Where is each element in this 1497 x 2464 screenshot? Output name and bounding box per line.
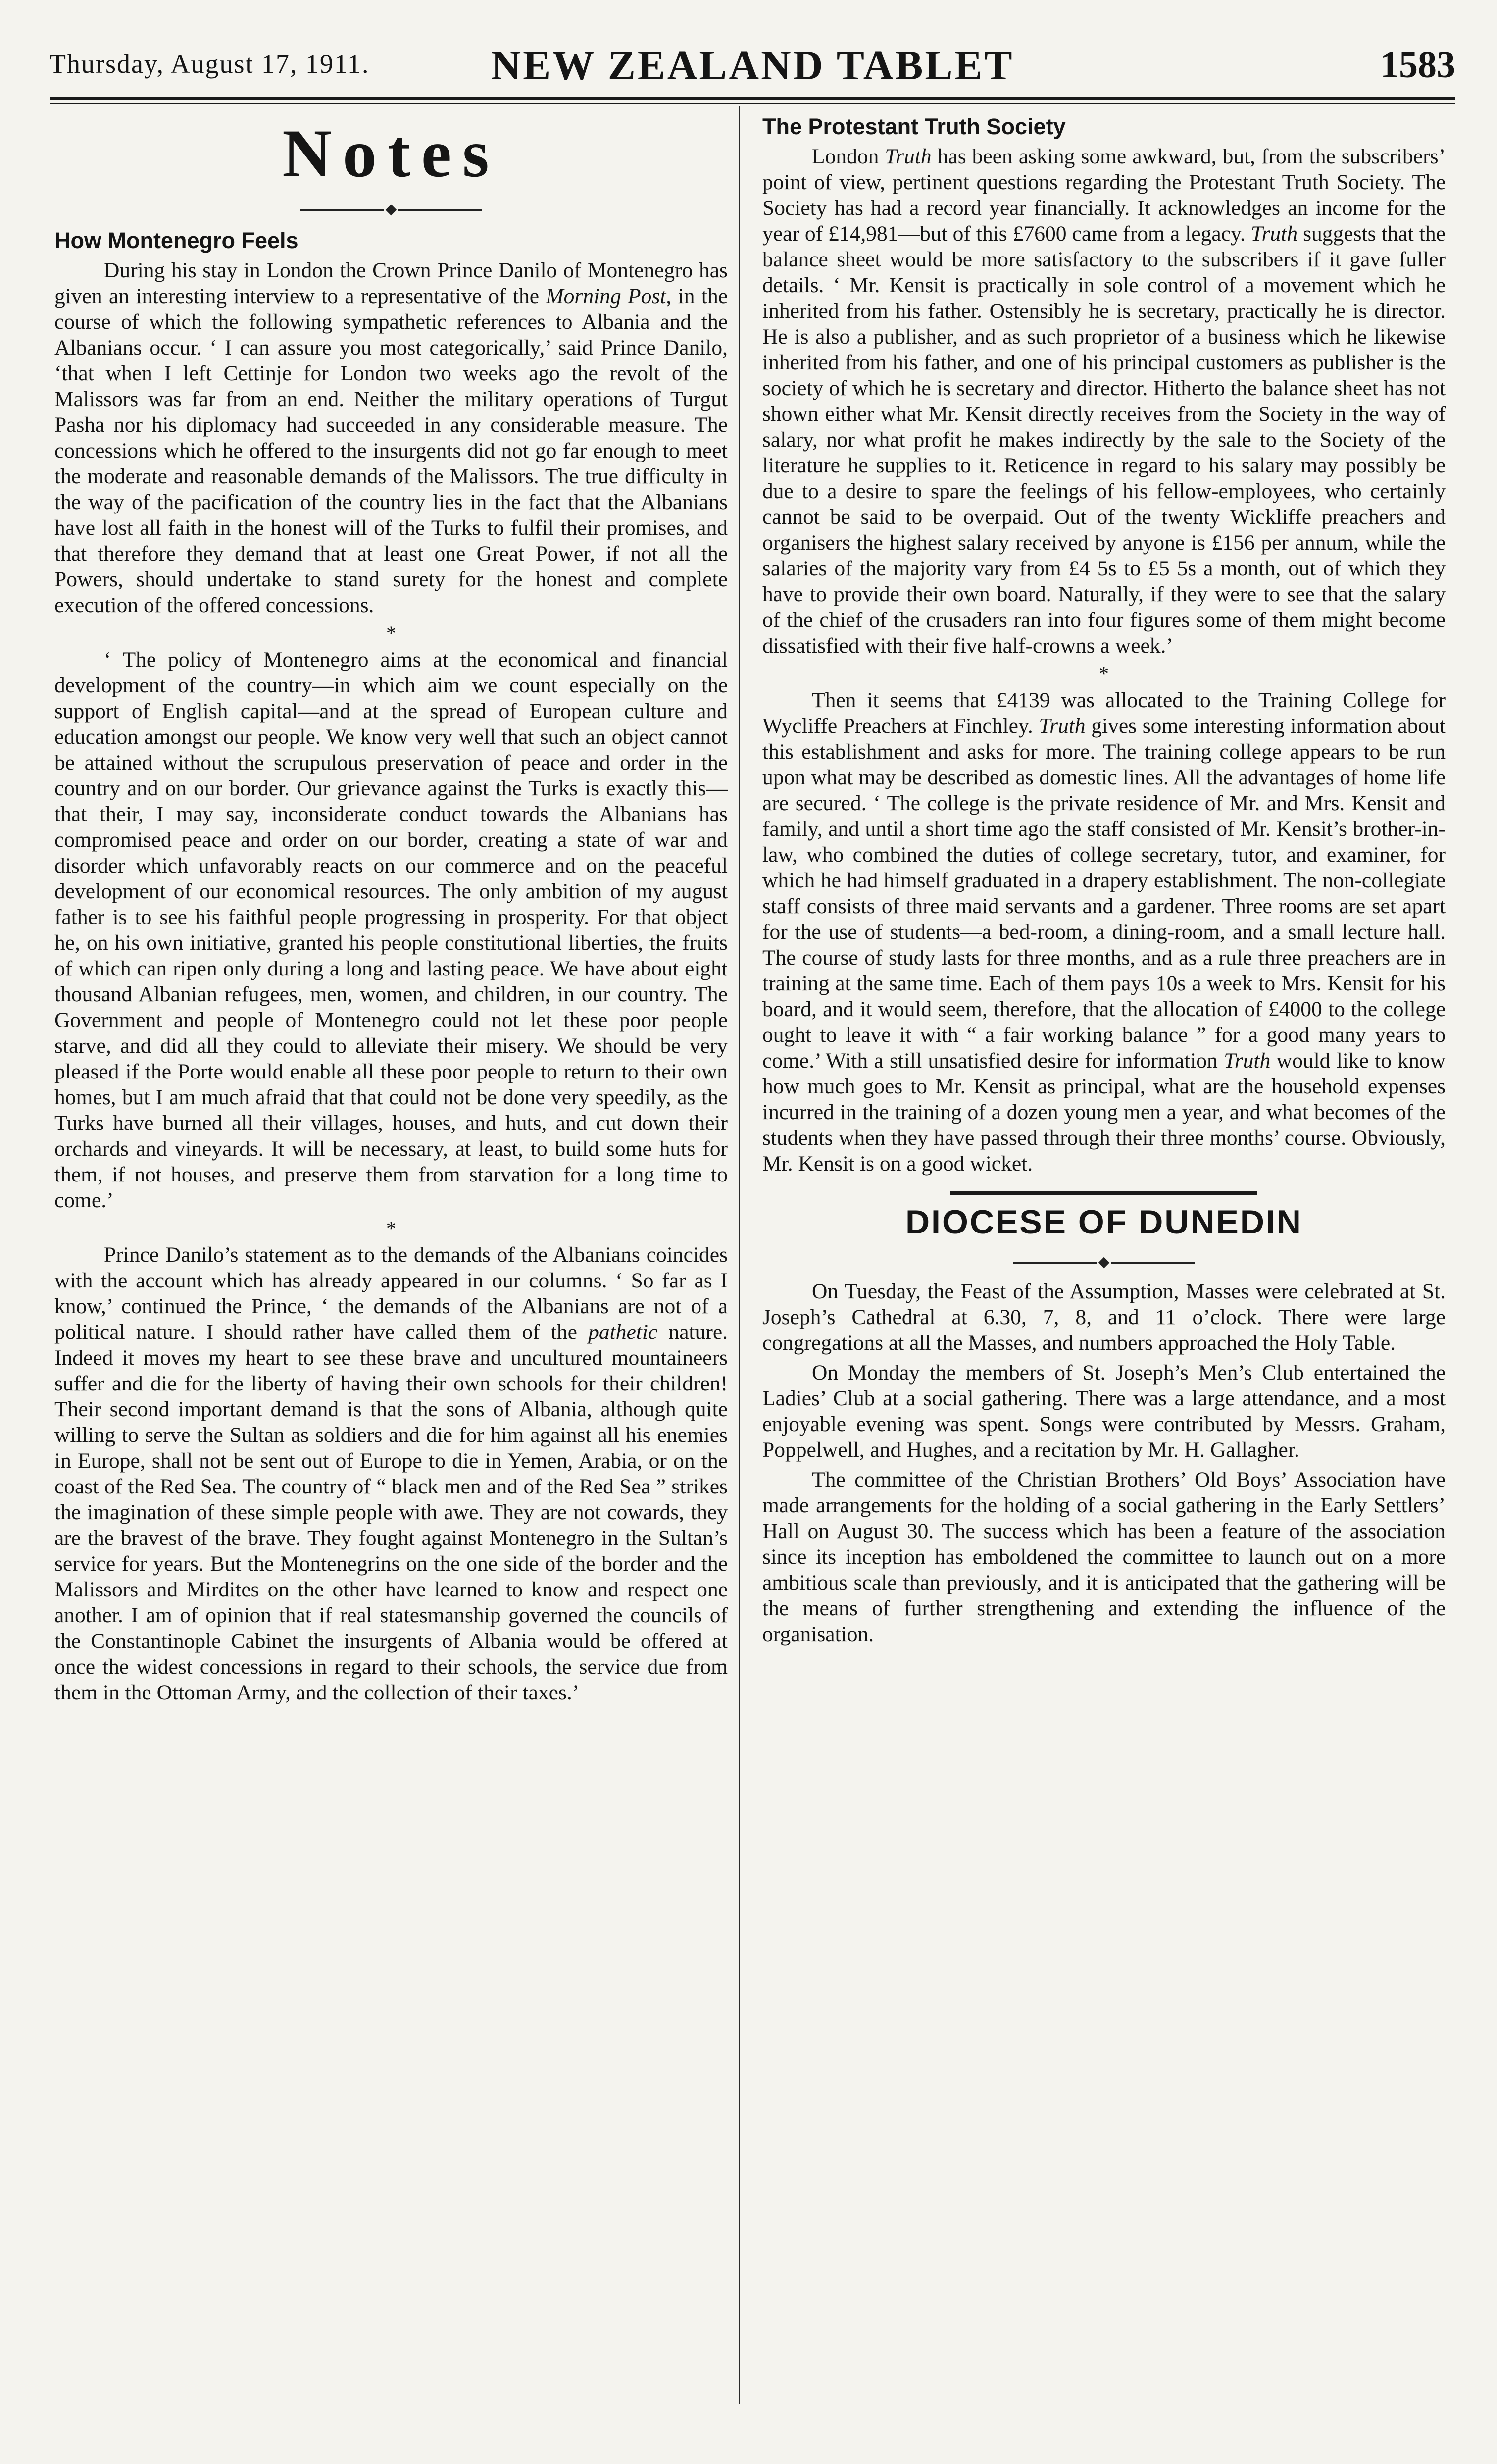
left-column xyxy=(54,109,728,1709)
article-paragraph: On Tuesday, the Feast of the Assumption, Masses were celebrated at St. Joseph’s Cathedral at 6.30, 7, 8, and 11 o’clock. There were large congregations at all the Masses, and numbers approached the Holy Table. xyxy=(762,1280,1446,1355)
issue-date: Thursday, August 17, 1911. xyxy=(50,49,370,79)
publication-title: NEW ZEALAND TABLET xyxy=(491,43,1014,89)
diocese-rule xyxy=(950,1191,1257,1195)
ornament-divider xyxy=(54,193,728,223)
article-paragraph: London Truth has been asking some awkward, but, from the subscribers’ point of view, pertinent questions regarding the Protestant Truth Society. The Society has had a record year financially. It acknowledges an income for the year of £14,981—but of this £7600 came from a legacy. Truth suggests that the balance sheet would be more satisfactory to the subscribers if it gave fuller details. ‘ Mr. Kensit is practically in sole control of a movement which he inherited from his father. Ostensibly he is secretary, practically he is director. He is also a publisher, and as such proprietor of a business which he likewise inherited from his father, and one of his principal customers as publisher is the society of which he is secretary and director. Hitherto the balance sheet has not shown either what Mr. Kensit directly receives from the Society in the way of salary, nor what profit he makes indirectly by the sale to the Society of the literature he supplies to it. Reticence in regard to his salary may possibly be due to a desire to spare the feelings of his fellow-employees, who certainly cannot be said to be overpaid. Out of the twenty Wickliffe preachers and organisers the highest salary received by anyone is £156 per annum, while the salaries of the majority vary from £4 5s to £5 5s a month, out of which they have to provide their own board. Naturally, if they were to see that the salary of the chief of the crusaders ran into four figures some of them might become dissatisfied with their five half-crowns a week.’ xyxy=(762,145,1446,658)
article-paragraph: During his stay in London the Crown Prince Danilo of Montenegro has given an interesting interview to a representative of the Morning Post, in the course of which the following sympathetic references to Albania and the Albanians occur. ‘ I can assure you most categorically,’ said Prince Danilo, ‘that when I left Cettinje for London two weeks ago the revolt of the Malissors was far from an end. Neither the military operations of Turgut Pasha nor his diplomacy had succeeded in any considerable measure. The concessions which he offered to the insurgents did not go far enough to meet the moderate and reasonable demands of the Malissors. The true difficulty in the way of the pacification of the country lies in the fact that the Albanians have lost all faith in the honest will of the Turks to fulfil their promises, and that therefore they demand that at least one Great Power, if not all the Powers, should undertake to stand surety for the honest and complete execution of the offered concessions. xyxy=(54,258,728,617)
masthead xyxy=(50,43,1455,105)
page-number: 1583 xyxy=(1380,44,1455,86)
article-paragraph: The committee of the Christian Brothers’ Old Boys’ Association have made arrangements for the holding of a social gathering in the Early Settlers’ Hall on August 30. The success which has been a feature of the association since its inception has emboldened the committee to launch out on a more ambitious scale than previously, and it is anticipated that the gathering will be the means of further strengthening and extending the influence of the organisation. xyxy=(762,1468,1446,1646)
article-heading: How Montenegro Feels xyxy=(54,228,299,253)
article-paragraph: ‘ The policy of Montenegro aims at the economical and financial development of the country—in which aim we count especially on the support of English capital—and at the spread of European culture and education amongst our people. We know very well that such an object cannot be attained without the scrupulous preservation of peace and order in the country and on our border. Our grievance against the Turks is exactly this—that their, I may say, inconsiderate conduct towards the Albanians has compromised peace and order on our border, creating a state of war and disorder which unfavorably reacts on our commerce and on the peaceful development of our economical resources. The only ambition of my august father is to see his faithful people progressing in prosperity. For that object he, on his own initiative, granted his people constitutional liberties, the fruits of which can ripen only during a long and lasting peace. We have about eight thousand Albanian refugees, men, women, and children, in our country. The Government and people of Montenegro could not let these poor people starve, and did all they could to alleviate their misery. We should be very pleased if the Porte would enable all these poor people to return to their own homes, but I am much afraid that that could not be done very speedily, as the Turks have burned all their villages, houses, and huts, and cut down their orchards and vineyards. It will be necessary, at least, to build some huts for them, if not houses, and preserve them from starvation for a long time to come.’ xyxy=(54,648,728,1212)
masthead-rule-thin xyxy=(50,103,1455,104)
section-break-star: * xyxy=(386,622,396,644)
section-break-star: * xyxy=(1099,663,1109,685)
diocese-heading: DIOCESE OF DUNEDIN xyxy=(905,1203,1303,1241)
article-paragraph: Prince Danilo’s statement as to the demands of the Albanians coincides with the account which has already appeared in our columns. ‘ So far as I know,’ continued the Prince, ‘ the demands of the Albanians are not of a political nature. I should rather have called them of the pathetic nature. Indeed it moves my heart to see these brave and uncultured mountaineers suffer and die for the liberty of having their own schools for their children! Their second important demand is that the sons of Albania, although quite willing to serve the Sultan as soldiers and die for him against all his enemies in Europe, shall not be sent out of Europe to die in Yemen, Arabia, or on the coast of the Red Sea. The country of “ black men and of the Red Sea ” strikes the imagination of these simple people with awe. They are not cowards, they are the bravest of the brave. They fought against Montenegro in the Sultan’s service for years. But the Montenegrins on the one side of the border and the Malissors and Mirdites on the other have learned to know and respect one another. I am of opinion that if real statesmanship governed the councils of the Constantinople Cabinet the insurgents of Albania would be offered at once the widest concessions in regard to their schools, the service due from them in the Ottoman Army, and the collection of their taxes.’ xyxy=(54,1243,728,1704)
article-paragraph: On Monday the members of St. Joseph’s Men’s Club entertained the Ladies’ Club at a social gathering. There was a large attendance, and a most enjoyable evening was spent. Songs were contributed by Messrs. Graham, Poppelwell, and Hughes, and a recitation by Mr. H. Gallagher. xyxy=(762,1361,1446,1462)
masthead-rule xyxy=(50,97,1455,100)
right-column xyxy=(762,109,1446,1651)
column-divider xyxy=(739,106,740,2404)
article-heading: The Protestant Truth Society xyxy=(762,114,1066,139)
section-title: Notes xyxy=(282,115,500,191)
article-paragraph: Then it seems that £4139 was allocated to the Training College for Wycliffe Preachers at Finchley. Truth gives some interesting information about this establishment and asks for more. The training college appears to be run upon what may be described as domestic lines. All the advantages of home life are secured. ‘ The college is the private residence of Mr. and Mrs. Kensit and family, and until a short time ago the staff consisted of Mr. Kensit’s brother-in-law, who combined the duties of college secretary, tutor, and examiner, for which he had himself graduated in a drapery establishment. The non-collegiate staff consists of three maid servants and a gardener. Three rooms are set apart for the use of students—a bed-room, a dining-room, and a small lecture hall. The course of study lasts for three months, and as a rule three preachers are in training at the same time. Each of them pays 10s a week to Mrs. Kensit for his board, and it would seem, therefore, that the allocation of £4000 to the college ought to leave it with “ a fair working balance ” for a good many years to come.’ With a still unsatisfied desire for information Truth would like to know how much goes to Mr. Kensit as principal, what are the household expenses incurred in the training of a dozen young men a year, and what becomes of the students when they have passed through their three months’ course. Obviously, Mr. Kensit is on a good wicket. xyxy=(762,688,1446,1176)
ornament-divider xyxy=(762,1246,1446,1276)
section-break-star: * xyxy=(386,1217,396,1239)
